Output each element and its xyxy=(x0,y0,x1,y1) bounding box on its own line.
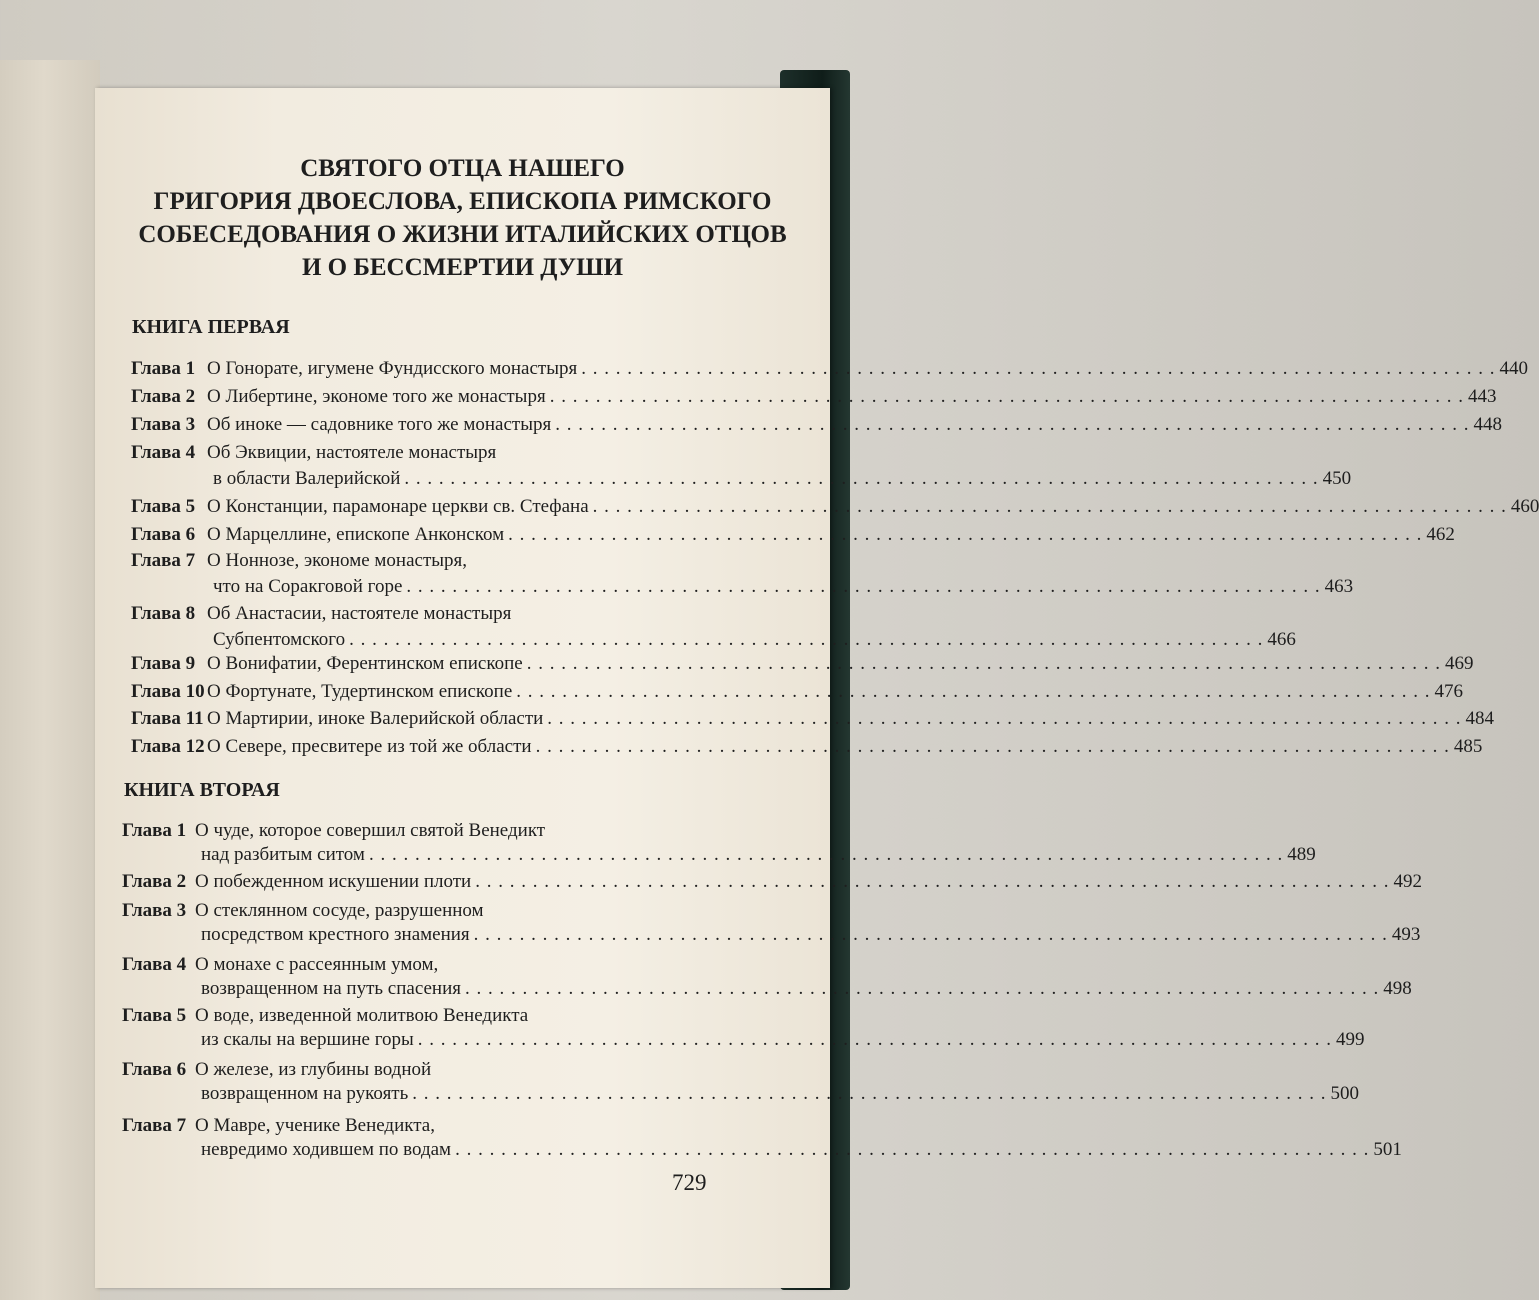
chapter-title: О чуде, которое совершил святой Венедикт xyxy=(195,820,546,841)
page-ref: 485 xyxy=(1453,736,1483,757)
chapter-title: Субпентомского xyxy=(213,629,346,650)
chapter-title: О Мавре, ученике Венедикта, xyxy=(195,1115,435,1136)
toc-entry xyxy=(122,1057,1360,1109)
chapter-label: Глава 7 xyxy=(122,1115,187,1136)
page-ref: 443 xyxy=(1467,386,1497,407)
toc-entry xyxy=(131,356,1528,386)
chapter-label: Глава 6 xyxy=(122,1059,187,1080)
chapter-title: О Констанции, парамонаре церкви св. Стефана xyxy=(207,496,589,517)
page-heading xyxy=(95,152,830,284)
toc-entry xyxy=(131,412,1502,442)
page-ref: 500 xyxy=(1330,1083,1360,1104)
chapter-label: Глава 1 xyxy=(122,820,187,841)
chapter-label: Глава 9 xyxy=(131,653,196,674)
facing-page-edge xyxy=(0,60,100,1300)
toc-entry xyxy=(122,1113,1402,1165)
chapter-title: Об Анастасии, настоятеле монастыря xyxy=(207,603,512,624)
toc-entry xyxy=(122,898,1421,950)
book1-title: КНИГА ПЕРВАЯ xyxy=(132,316,290,338)
book2-title: КНИГА ВТОРАЯ xyxy=(124,779,280,801)
page-ref: 440 xyxy=(1499,358,1528,379)
page-ref: 466 xyxy=(1267,629,1296,650)
leader-dots: . . . . . . . . . . . . . . . . . . . . . . . . . . . . . . . . . . . . . . . . . . . . . . . . . . . . . . . . . . . . . . . . . . . . . . . . . . . . . . . . xyxy=(535,736,1450,757)
leader-dots: . . . . . . . . . . . . . . . . . . . . . . . . . . . . . . . . . . . . . . . . . . . . . . . . . . . . . . . . . . . . . . . . . . . . . . . . . . . . . . . . xyxy=(581,358,1496,379)
toc-entry xyxy=(122,1003,1365,1055)
page-ref: 498 xyxy=(1383,978,1412,999)
toc-entry xyxy=(131,384,1497,414)
chapter-label: Глава 3 xyxy=(131,414,196,435)
chapter-title: О Либертине, экономе того же монастыря xyxy=(207,386,546,407)
chapter-title: над разбитым ситом xyxy=(201,844,365,865)
toc-entry xyxy=(131,494,1539,524)
page-ref: 493 xyxy=(1391,924,1421,945)
leader-dots: . . . . . . . . . . . . . . . . . . . . . . . . . . . . . . . . . . . . . . . . . . . . . . . . . . . . . . . . . . . . . . . . . . . . . . . . . . . . . . . . xyxy=(516,681,1431,702)
toc-entry xyxy=(131,734,1483,764)
page-ref: 460 xyxy=(1510,496,1539,517)
chapter-title: Об Эквиции, настоятеле монастыря xyxy=(207,442,497,463)
toc-entry xyxy=(122,952,1412,1004)
page-ref: 469 xyxy=(1445,653,1474,674)
chapter-title: О железе, из глубины водной xyxy=(195,1059,432,1080)
leader-dots: . . . . . . . . . . . . . . . . . . . . . . . . . . . . . . . . . . . . . . . . . . . . . . . . . . . . . . . . . . . . . . . . . . . . . . . . . . . . . . . . xyxy=(549,386,1464,407)
chapter-label: Глава 5 xyxy=(131,496,196,517)
chapter-label: Глава 4 xyxy=(122,954,187,975)
chapter-label: Глава 6 xyxy=(131,524,196,545)
toc-entry xyxy=(122,818,1316,870)
page-ref: 499 xyxy=(1336,1029,1365,1050)
leader-dots: . . . . . . . . . . . . . . . . . . . . . . . . . . . . . . . . . . . . . . . . . . . . . . . . . . . . . . . . . . . . . . . . . . . . . . . . . . . . . . . . xyxy=(592,496,1507,517)
chapter-title: О Марцеллине, епископе Анконском xyxy=(207,524,505,545)
leader-dots: . . . . . . . . . . . . . . . . . . . . . . . . . . . . . . . . . . . . . . . . . . . . . . . . . . . . . . . . . . . . . . . . . . . . . . . . . . . . . . . . xyxy=(526,653,1441,674)
page-ref: 489 xyxy=(1287,844,1316,865)
page-ref: 476 xyxy=(1434,681,1464,702)
chapter-title: в области Валерийской xyxy=(213,468,401,489)
leader-dots: . . . . . . . . . . . . . . . . . . . . . . . . . . . . . . . . . . . . . . . . . . . . . . . . . . . . . . . . . . . . . . . . . . . . . . . . . . . . . . . . xyxy=(473,924,1388,945)
chapter-label: Глава 11 xyxy=(131,708,204,729)
toc-entry xyxy=(131,440,1352,496)
chapter-label: Глава 2 xyxy=(122,871,187,892)
chapter-title: возвращенном на рукоять xyxy=(201,1083,409,1104)
chapter-label: Глава 1 xyxy=(131,358,196,379)
toc-entry xyxy=(131,601,1296,657)
leader-dots: . . . . . . . . . . . . . . . . . . . . . . . . . . . . . . . . . . . . . . . . . . . . . . . . . . . . . . . . . . . . . . . . . . . . . . . . . . . . . . . . xyxy=(417,1029,1333,1050)
chapter-title: что на Соракговой горе xyxy=(213,576,403,597)
toc-entry xyxy=(131,706,1495,736)
chapter-label: Глава 3 xyxy=(122,900,187,921)
chapter-title: О воде, изведенной молитвою Венедикта xyxy=(195,1005,529,1026)
chapter-title: О Вонифатии, Ферентинском епископе xyxy=(207,653,523,674)
page-ref: 463 xyxy=(1324,576,1354,597)
heading-line: СОБЕСЕДОВАНИЯ О ЖИЗНИ ИТАЛИЙСКИХ ОТЦОВ xyxy=(138,221,787,248)
chapter-title: возвращенном на путь спасения xyxy=(201,978,462,999)
leader-dots: . . . . . . . . . . . . . . . . . . . . . . . . . . . . . . . . . . . . . . . . . . . . . . . . . . . . . . . . . . . . . . . . . . . . . . . . . . . . . . . . xyxy=(404,468,1319,489)
chapter-title: О Ноннозе, экономе монастыря, xyxy=(207,550,468,571)
chapter-title: Об иноке — садовнике того же монастыря xyxy=(207,414,552,435)
chapter-title: О монахе с рассеянным умом, xyxy=(195,954,439,975)
toc-entry xyxy=(131,548,1354,604)
chapter-title: О стеклянном сосуде, разрушенном xyxy=(195,900,484,921)
chapter-title: посредством крестного знамения xyxy=(201,924,470,945)
leader-dots: . . . . . . . . . . . . . . . . . . . . . . . . . . . . . . . . . . . . . . . . . . . . . . . . . . . . . . . . . . . . . . . . . . . . . . . . . . . . . . . . xyxy=(406,576,1321,597)
page-ref: 450 xyxy=(1322,468,1352,489)
chapter-label: Глава 4 xyxy=(131,442,196,463)
chapter-title: О Мартирии, иноке Валерийской области xyxy=(207,708,544,729)
leader-dots: . . . . . . . . . . . . . . . . . . . . . . . . . . . . . . . . . . . . . . . . . . . . . . . . . . . . . . . . . . . . . . . . . . . . . . . . . . . . . . . . xyxy=(475,871,1390,892)
page-ref: 448 xyxy=(1473,414,1502,435)
heading-line: СВЯТОГО ОТЦА НАШЕГО xyxy=(300,155,625,182)
leader-dots: . . . . . . . . . . . . . . . . . . . . . . . . . . . . . . . . . . . . . . . . . . . . . . . . . . . . . . . . . . . . . . . . . . . . . . . . . . . . . . . . xyxy=(465,978,1380,999)
page-ref: 484 xyxy=(1465,708,1495,729)
heading-line: ГРИГОРИЯ ДВОЕСЛОВА, ЕПИСКОПА РИМСКОГО xyxy=(153,188,772,215)
leader-dots: . . . . . . . . . . . . . . . . . . . . . . . . . . . . . . . . . . . . . . . . . . . . . . . . . . . . . . . . . . . . . . . . . . . . . . . . . . . . . . . . xyxy=(368,844,1284,865)
chapter-label: Глава 8 xyxy=(131,603,196,624)
heading-line: И О БЕССМЕРТИИ ДУШИ xyxy=(301,254,624,281)
toc-entry xyxy=(122,869,1422,897)
chapter-title: О побежденном искушении плоти xyxy=(195,871,472,892)
toc-entry xyxy=(131,651,1474,681)
page-ref: 501 xyxy=(1373,1139,1402,1160)
chapter-title: О Фортунате, Тудертинском епископе xyxy=(207,681,513,702)
chapter-label: Глава 12 xyxy=(131,736,205,757)
chapter-label: Глава 5 xyxy=(122,1005,187,1026)
page-number: 729 xyxy=(672,1170,707,1195)
chapter-label: Глава 2 xyxy=(131,386,196,407)
chapter-label: Глава 7 xyxy=(131,550,196,571)
page-ref: 492 xyxy=(1393,871,1422,892)
chapter-title: невредимо ходившем по водам xyxy=(201,1139,452,1160)
leader-dots: . . . . . . . . . . . . . . . . . . . . . . . . . . . . . . . . . . . . . . . . . . . . . . . . . . . . . . . . . . . . . . . . . . . . . . . . . . . . . . . . xyxy=(412,1083,1327,1104)
chapter-title: О Севере, пресвитере из той же области xyxy=(207,736,532,757)
chapter-title: из скалы на вершине горы xyxy=(201,1029,414,1050)
leader-dots: . . . . . . . . . . . . . . . . . . . . . . . . . . . . . . . . . . . . . . . . . . . . . . . . . . . . . . . . . . . . . . . . . . . . . . . . . . . . . . . . xyxy=(547,708,1462,729)
page-ref: 462 xyxy=(1426,524,1455,545)
chapter-title: О Гонорате, игумене Фундисского монастыря xyxy=(207,358,578,379)
leader-dots: . . . . . . . . . . . . . . . . . . . . . . . . . . . . . . . . . . . . . . . . . . . . . . . . . . . . . . . . . . . . . . . . . . . . . . . . . . . . . . . . xyxy=(349,629,1264,650)
leader-dots: . . . . . . . . . . . . . . . . . . . . . . . . . . . . . . . . . . . . . . . . . . . . . . . . . . . . . . . . . . . . . . . . . . . . . . . . . . . . . . . . xyxy=(555,414,1470,435)
toc-entry xyxy=(131,679,1464,709)
leader-dots: . . . . . . . . . . . . . . . . . . . . . . . . . . . . . . . . . . . . . . . . . . . . . . . . . . . . . . . . . . . . . . . . . . . . . . . . . . . . . . . . xyxy=(508,524,1423,545)
chapter-label: Глава 10 xyxy=(131,681,205,702)
leader-dots: . . . . . . . . . . . . . . . . . . . . . . . . . . . . . . . . . . . . . . . . . . . . . . . . . . . . . . . . . . . . . . . . . . . . . . . . . . . . . . . . xyxy=(455,1139,1370,1160)
